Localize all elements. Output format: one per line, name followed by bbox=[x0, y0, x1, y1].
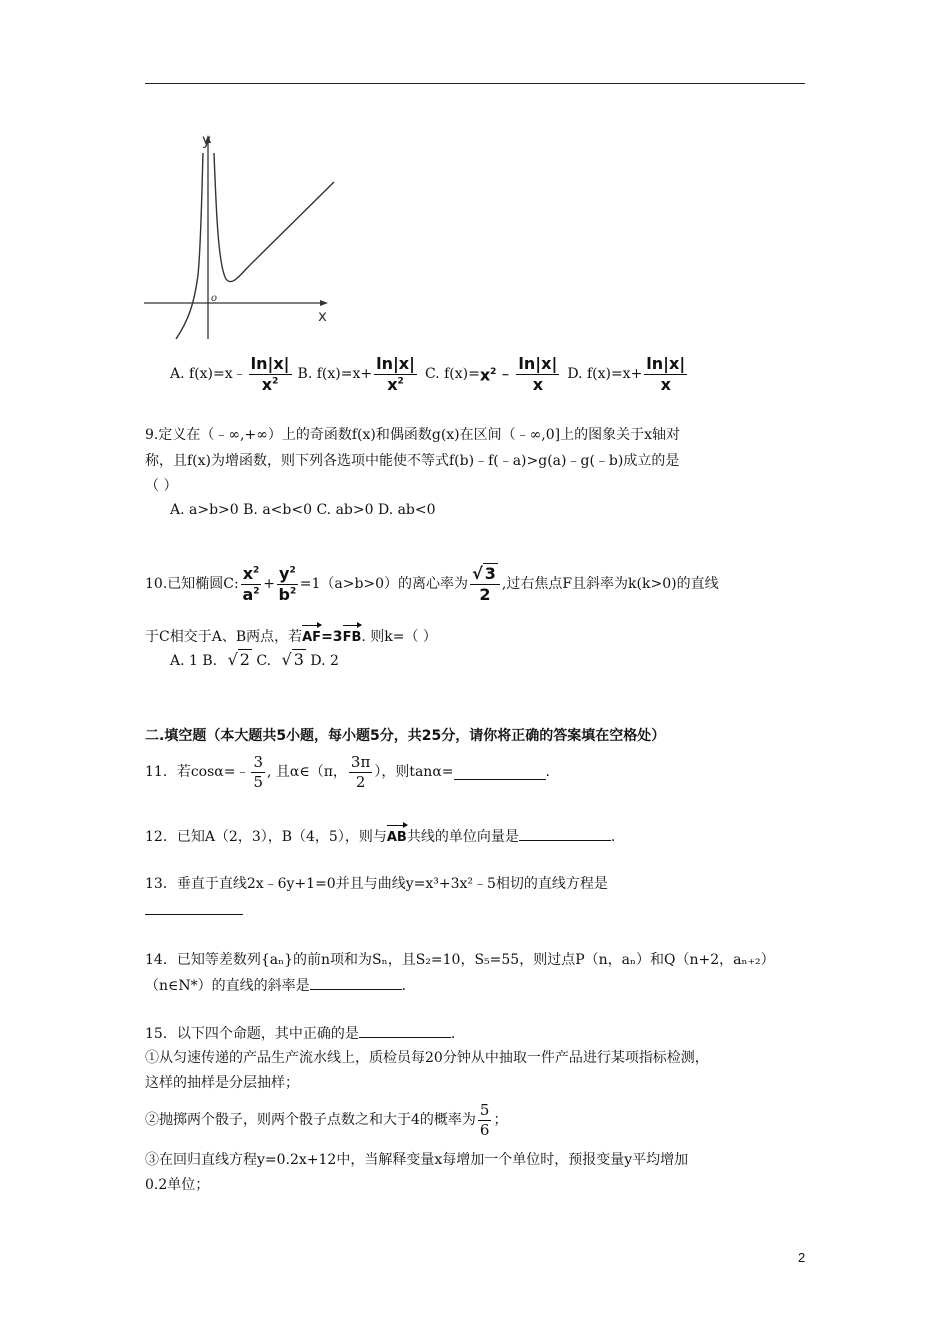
q14-line2: （n∈N*）的直线的斜率是 . bbox=[145, 975, 406, 996]
section-fill-in-title: 二.填空题（本大题共5小题，每小题5分，共25分，请你将正确的答案填在空格处） bbox=[145, 728, 666, 744]
q13: 13．垂直于直线2x﹣6y+1=0并且与曲线y=x³+3x²﹣5相切的直线方程是 bbox=[145, 876, 608, 892]
q8-option-c-fraction: $\frac{\ln|x|}{x}$ bbox=[518, 353, 558, 394]
q15-statement-1-line1: ①从匀速传递的产品生产流水线上，质检员每20分钟从中抽取一件产品进行某项指标检测， bbox=[145, 1050, 709, 1066]
function-graph bbox=[140, 125, 340, 345]
graph-origin-label: o bbox=[211, 293, 218, 304]
q15-fraction-5-6: $\frac{5}{6}$ bbox=[479, 1100, 490, 1139]
q8-option-c-minus: ﹣ bbox=[498, 366, 513, 382]
graph-x-label: x bbox=[318, 307, 327, 325]
q11: 11．若cosα=﹣ $\frac{3}{5}$ , 且α∈（π， $\frac{3\pi}{2}$ ），则tanα= . bbox=[145, 752, 550, 791]
q15-statement-1-line2: 这样的抽样是分层抽样； bbox=[145, 1075, 299, 1091]
q10-prefix: 10.已知椭圆C: bbox=[145, 576, 239, 592]
q11-answer-blank[interactable] bbox=[454, 765, 546, 780]
q13-answer-blank[interactable] bbox=[145, 913, 243, 915]
q12-answer-blank[interactable] bbox=[519, 826, 611, 841]
q10-line2: 于C相交于A、B两点，若AF=3FB. 则k=（ ） bbox=[145, 624, 437, 648]
q12: 12．已知A（2，3），B（4，5），则与AB共线的单位向量是 . bbox=[145, 824, 615, 848]
q8-options bbox=[170, 348, 689, 400]
q15-intro: 15．以下四个命题，其中正确的是 . bbox=[145, 1023, 455, 1044]
q10-post: ,过右焦点F且斜率为k(k>0)的直线 bbox=[501, 576, 719, 592]
vector-af: AF bbox=[302, 624, 321, 648]
q15-statement-3-line2: 0.2单位； bbox=[145, 1177, 210, 1193]
vector-ab: AB bbox=[387, 824, 407, 848]
q15-statement-2: ②抛掷两个骰子，则两个骰子点数之和大于4的概率为 $\frac{5}{6}$ ； bbox=[145, 1100, 508, 1139]
q14-answer-blank[interactable] bbox=[310, 975, 402, 990]
q8-option-c-label: C. f(x)= bbox=[424, 366, 480, 382]
q10-options: A. 1 B. √ 2 C. √ 3 D. 2 bbox=[170, 650, 339, 669]
q9-options: A. a>b>0 B. a<b<0 C. ab>0 D. ab<0 bbox=[170, 502, 436, 518]
q10-eq1: =1 bbox=[299, 576, 321, 592]
q11-fraction-3pi-2: $\frac{3\pi}{2}$ bbox=[350, 752, 371, 791]
header-rule bbox=[145, 83, 805, 84]
q11-fraction-3-5: $\frac{3}{5}$ bbox=[253, 752, 263, 791]
q15-statement-3-line1: ③在回归直线方程y=0.2x+12中，当解释变量x每增加一个单位时，预报变量y平均增加 bbox=[145, 1152, 689, 1168]
graph-y-label: y bbox=[202, 131, 211, 149]
q8-option-b-fraction: $\frac{\ln|x|}{x^2}$ bbox=[376, 353, 415, 394]
q10-y2-b2: $\frac{y^2}{b^2}$ bbox=[278, 563, 297, 604]
q9-line2: 称，且f(x)为增函数，则下列各选项中能使不等式f(b)﹣f(﹣a)>g(a)﹣g(﹣b)成立的是 bbox=[145, 453, 680, 469]
q8-option-a-label: A. f(x)=x﹣ bbox=[170, 366, 247, 382]
q9-line1: 9.定义在（﹣∞,+∞）上的奇函数f(x)和偶函数g(x)在区间（﹣∞,0]上的图象关于x轴对 bbox=[145, 427, 681, 443]
q10-eccentricity: $\frac{√ 3}{2}$ bbox=[470, 566, 500, 603]
q8-option-d-label: D. f(x)=x+ bbox=[567, 366, 643, 382]
q8-option-a-fraction: $\frac{\ln|x|}{x^2}$ bbox=[250, 353, 290, 394]
q14-line1: 14．已知等差数列{aₙ}的前n项和为Sₙ，且S₂=10，S₅=55，则过点P（n，aₙ）和Q（n+2，aₙ₊₂） bbox=[145, 952, 775, 968]
q10-option-c-sqrt: √ 3 bbox=[281, 650, 304, 669]
q9-line3: （ ） bbox=[145, 478, 178, 494]
q10-mid: （a>b>0）的离心率为 bbox=[320, 576, 469, 592]
q8-option-c-xsq: $x^2$ bbox=[479, 365, 497, 385]
vector-fb: FB bbox=[343, 624, 362, 648]
q15-answer-blank[interactable] bbox=[359, 1023, 451, 1038]
q10-line1 bbox=[145, 556, 719, 612]
q10-x2-a2: $\frac{x^2}{a^2}$ bbox=[242, 563, 260, 604]
q8-option-b-label: B. f(x)=x+ bbox=[297, 366, 373, 382]
q10-plus: + bbox=[263, 576, 276, 592]
q8-option-d-fraction: $\frac{\ln|x|}{x}$ bbox=[646, 353, 686, 394]
q10-option-b-sqrt: √ 2 bbox=[227, 650, 250, 669]
page-number: 2 bbox=[798, 1250, 806, 1265]
